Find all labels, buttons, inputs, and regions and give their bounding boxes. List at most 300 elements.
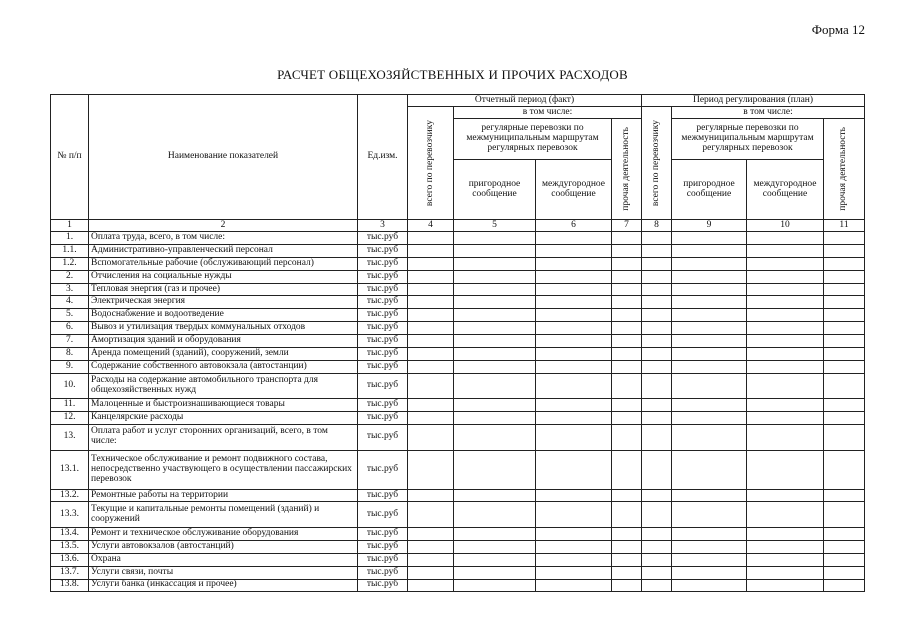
value-cell: [454, 540, 536, 553]
value-cell: [824, 425, 865, 451]
value-cell: [824, 399, 865, 412]
header-fact-regular: регулярные перевозки по межмуниципальным маршрутам регулярных перевозок: [454, 119, 612, 160]
header-unit: Ед.изм.: [358, 95, 408, 220]
value-cell: [408, 296, 454, 309]
table-row: [51, 450, 865, 489]
value-cell: [824, 450, 865, 489]
header-plan-total-text: всего по перевозчику: [650, 119, 661, 207]
value-cell: [642, 335, 672, 348]
value-cell: [536, 502, 612, 528]
value-cell: [408, 412, 454, 425]
value-cell: [672, 502, 747, 528]
value-cell: [536, 296, 612, 309]
header-fact-other-text: прочая деятельность: [620, 127, 631, 211]
table-header: [51, 95, 865, 232]
row-number: 13.3.: [51, 502, 89, 528]
value-cell: [824, 348, 865, 361]
value-cell: [454, 489, 536, 502]
table-row: [51, 322, 865, 335]
value-cell: [747, 244, 824, 257]
value-cell: [408, 270, 454, 283]
value-cell: [408, 527, 454, 540]
row-unit: тыс.руб: [358, 270, 408, 283]
value-cell: [672, 360, 747, 373]
row-number: 12.: [51, 412, 89, 425]
row-name: Расходы на содержание автомобильного транспорта для общехозяйственных нужд: [89, 373, 358, 399]
row-name: Амортизация зданий и оборудования: [89, 335, 358, 348]
value-cell: [536, 527, 612, 540]
value-cell: [612, 502, 642, 528]
row-unit: тыс.руб: [358, 360, 408, 373]
value-cell: [612, 270, 642, 283]
value-cell: [824, 309, 865, 322]
header-fact-suburban: пригородное сообщение: [454, 160, 536, 220]
value-cell: [672, 412, 747, 425]
value-cell: [536, 244, 612, 257]
value-cell: [747, 322, 824, 335]
value-cell: [612, 579, 642, 592]
value-cell: [454, 257, 536, 270]
value-cell: [824, 412, 865, 425]
row-number: 5.: [51, 309, 89, 322]
row-unit: тыс.руб: [358, 335, 408, 348]
expenses-table: [50, 94, 865, 592]
value-cell: [747, 257, 824, 270]
value-cell: [672, 309, 747, 322]
value-cell: [612, 412, 642, 425]
value-cell: [408, 257, 454, 270]
header-plan-including: в том числе:: [672, 107, 865, 119]
row-number: 11.: [51, 399, 89, 412]
value-cell: [824, 270, 865, 283]
value-cell: [824, 335, 865, 348]
header-plan-other: [824, 119, 865, 220]
value-cell: [408, 373, 454, 399]
value-cell: [408, 450, 454, 489]
value-cell: [672, 244, 747, 257]
value-cell: [747, 579, 824, 592]
value-cell: [454, 412, 536, 425]
value-cell: [824, 373, 865, 399]
header-num: № п/п: [51, 95, 89, 220]
row-unit: тыс.руб: [358, 566, 408, 579]
value-cell: [408, 360, 454, 373]
value-cell: [408, 244, 454, 257]
value-cell: [454, 527, 536, 540]
row-name: Отчисления на социальные нужды: [89, 270, 358, 283]
value-cell: [408, 283, 454, 296]
value-cell: [642, 553, 672, 566]
header-fact-intercity: междугородное сообщение: [536, 160, 612, 220]
value-cell: [642, 270, 672, 283]
row-name: Ремонтные работы на территории: [89, 489, 358, 502]
value-cell: [672, 450, 747, 489]
value-cell: [612, 489, 642, 502]
value-cell: [672, 232, 747, 245]
header-period-plan: Период регулирования (план): [642, 95, 865, 107]
value-cell: [747, 283, 824, 296]
row-number: 13.4.: [51, 527, 89, 540]
table-row: [51, 348, 865, 361]
value-cell: [824, 553, 865, 566]
row-name: Услуги связи, почты: [89, 566, 358, 579]
row-name: Водоснабжение и водоотведение: [89, 309, 358, 322]
row-number: 13.8.: [51, 579, 89, 592]
row-unit: тыс.руб: [358, 579, 408, 592]
table-row: [51, 335, 865, 348]
value-cell: [536, 283, 612, 296]
value-cell: [454, 309, 536, 322]
value-cell: [642, 296, 672, 309]
value-cell: [747, 425, 824, 451]
table-row: [51, 489, 865, 502]
row-number: 13.1.: [51, 450, 89, 489]
value-cell: [824, 489, 865, 502]
value-cell: [536, 322, 612, 335]
row-number: 7.: [51, 335, 89, 348]
value-cell: [454, 450, 536, 489]
column-number: 4: [408, 220, 454, 232]
table-row: [51, 540, 865, 553]
value-cell: [824, 232, 865, 245]
column-number: 8: [642, 220, 672, 232]
row-name: Содержание собственного автовокзала (автостанции): [89, 360, 358, 373]
row-unit: тыс.руб: [358, 348, 408, 361]
row-name: Охрана: [89, 553, 358, 566]
value-cell: [454, 322, 536, 335]
value-cell: [642, 527, 672, 540]
value-cell: [824, 283, 865, 296]
value-cell: [536, 348, 612, 361]
value-cell: [454, 348, 536, 361]
value-cell: [747, 309, 824, 322]
value-cell: [747, 399, 824, 412]
value-cell: [612, 553, 642, 566]
value-cell: [672, 270, 747, 283]
header-plan-total: [642, 107, 672, 220]
table-row: [51, 296, 865, 309]
table-row: [51, 425, 865, 451]
row-unit: тыс.руб: [358, 232, 408, 245]
value-cell: [642, 309, 672, 322]
value-cell: [536, 540, 612, 553]
value-cell: [612, 399, 642, 412]
value-cell: [747, 540, 824, 553]
value-cell: [454, 296, 536, 309]
value-cell: [612, 360, 642, 373]
header-period-fact: Отчетный период (факт): [408, 95, 642, 107]
value-cell: [536, 309, 612, 322]
table-row: [51, 553, 865, 566]
value-cell: [408, 425, 454, 451]
value-cell: [672, 425, 747, 451]
value-cell: [612, 373, 642, 399]
value-cell: [824, 244, 865, 257]
row-number: 9.: [51, 360, 89, 373]
value-cell: [642, 232, 672, 245]
value-cell: [824, 360, 865, 373]
value-cell: [642, 283, 672, 296]
value-cell: [408, 232, 454, 245]
table-row: [51, 399, 865, 412]
header-fact-total-text: всего по перевозчику: [424, 119, 435, 207]
value-cell: [672, 399, 747, 412]
row-name: Канцелярские расходы: [89, 412, 358, 425]
value-cell: [824, 540, 865, 553]
row-unit: тыс.руб: [358, 257, 408, 270]
column-number: 1: [51, 220, 89, 232]
value-cell: [454, 244, 536, 257]
value-cell: [672, 283, 747, 296]
value-cell: [612, 257, 642, 270]
value-cell: [408, 553, 454, 566]
value-cell: [612, 322, 642, 335]
row-name: Оплата труда, всего, в том числе:: [89, 232, 358, 245]
value-cell: [747, 270, 824, 283]
value-cell: [824, 566, 865, 579]
value-cell: [612, 232, 642, 245]
value-cell: [536, 360, 612, 373]
row-number: 13.2.: [51, 489, 89, 502]
row-number: 13.6.: [51, 553, 89, 566]
row-name: Вспомогательные рабочие (обслуживающий персонал): [89, 257, 358, 270]
row-number: 13.7.: [51, 566, 89, 579]
value-cell: [408, 322, 454, 335]
value-cell: [454, 283, 536, 296]
row-unit: тыс.руб: [358, 309, 408, 322]
row-number: 13.: [51, 425, 89, 451]
row-unit: тыс.руб: [358, 425, 408, 451]
table-row: [51, 283, 865, 296]
value-cell: [672, 322, 747, 335]
row-number: 13.5.: [51, 540, 89, 553]
value-cell: [824, 257, 865, 270]
row-unit: тыс.руб: [358, 244, 408, 257]
table-row: [51, 270, 865, 283]
table-row: [51, 502, 865, 528]
value-cell: [454, 553, 536, 566]
row-number: 2.: [51, 270, 89, 283]
value-cell: [454, 232, 536, 245]
column-number: 10: [747, 220, 824, 232]
header-plan-other-text: прочая деятельность: [838, 127, 849, 211]
row-name: Малоценные и быстроизнашивающиеся товары: [89, 399, 358, 412]
value-cell: [747, 489, 824, 502]
table-row: [51, 373, 865, 399]
value-cell: [612, 296, 642, 309]
form-number-label: Форма 12: [811, 22, 865, 37]
value-cell: [454, 335, 536, 348]
row-name: Тепловая энергия (газ и прочее): [89, 283, 358, 296]
value-cell: [747, 412, 824, 425]
column-number: 5: [454, 220, 536, 232]
row-name: Услуги банка (инкассация и прочее): [89, 579, 358, 592]
row-number: 6.: [51, 322, 89, 335]
value-cell: [536, 335, 612, 348]
row-number: 10.: [51, 373, 89, 399]
row-unit: тыс.руб: [358, 399, 408, 412]
row-name: Административно-управленческий персонал: [89, 244, 358, 257]
value-cell: [612, 309, 642, 322]
value-cell: [408, 309, 454, 322]
value-cell: [747, 553, 824, 566]
value-cell: [747, 373, 824, 399]
value-cell: [642, 244, 672, 257]
table-row: [51, 360, 865, 373]
table-row: [51, 527, 865, 540]
value-cell: [642, 257, 672, 270]
header-fact-other: [612, 119, 642, 220]
value-cell: [408, 540, 454, 553]
row-number: 8.: [51, 348, 89, 361]
value-cell: [408, 489, 454, 502]
table-row: [51, 412, 865, 425]
value-cell: [454, 399, 536, 412]
value-cell: [672, 553, 747, 566]
value-cell: [642, 425, 672, 451]
value-cell: [536, 399, 612, 412]
row-name: Ремонт и техническое обслуживание оборудования: [89, 527, 358, 540]
row-name: Услуги автовокзалов (автостанций): [89, 540, 358, 553]
value-cell: [612, 540, 642, 553]
value-cell: [454, 270, 536, 283]
value-cell: [824, 502, 865, 528]
value-cell: [536, 270, 612, 283]
value-cell: [408, 335, 454, 348]
value-cell: [824, 527, 865, 540]
column-number: 7: [612, 220, 642, 232]
value-cell: [454, 425, 536, 451]
value-cell: [454, 579, 536, 592]
value-cell: [612, 335, 642, 348]
row-name: Аренда помещений (зданий), сооружений, земли: [89, 348, 358, 361]
row-unit: тыс.руб: [358, 296, 408, 309]
row-name: Вывоз и утилизация твердых коммунальных отходов: [89, 322, 358, 335]
header-plan-suburban: пригородное сообщение: [672, 160, 747, 220]
value-cell: [612, 348, 642, 361]
value-cell: [408, 348, 454, 361]
row-unit: тыс.руб: [358, 502, 408, 528]
value-cell: [408, 566, 454, 579]
value-cell: [536, 566, 612, 579]
value-cell: [747, 360, 824, 373]
row-number: 1.1.: [51, 244, 89, 257]
value-cell: [642, 566, 672, 579]
value-cell: [642, 348, 672, 361]
value-cell: [642, 502, 672, 528]
value-cell: [747, 296, 824, 309]
value-cell: [536, 450, 612, 489]
value-cell: [672, 540, 747, 553]
value-cell: [672, 579, 747, 592]
row-number: 3.: [51, 283, 89, 296]
table-body: [51, 232, 865, 592]
value-cell: [672, 296, 747, 309]
value-cell: [672, 566, 747, 579]
row-unit: тыс.руб: [358, 412, 408, 425]
value-cell: [454, 502, 536, 528]
value-cell: [612, 566, 642, 579]
table-row: [51, 579, 865, 592]
value-cell: [536, 579, 612, 592]
column-numbers-row: [51, 220, 865, 232]
row-unit: тыс.руб: [358, 553, 408, 566]
row-unit: тыс.руб: [358, 322, 408, 335]
value-cell: [672, 489, 747, 502]
table-row: [51, 244, 865, 257]
value-cell: [536, 489, 612, 502]
row-unit: тыс.руб: [358, 373, 408, 399]
value-cell: [672, 527, 747, 540]
value-cell: [747, 527, 824, 540]
row-name: Текущие и капитальные ремонты помещений (зданий) и сооружений: [89, 502, 358, 528]
row-unit: тыс.руб: [358, 450, 408, 489]
value-cell: [747, 335, 824, 348]
table-row: [51, 566, 865, 579]
column-number: 11: [824, 220, 865, 232]
row-unit: тыс.руб: [358, 540, 408, 553]
column-number: 6: [536, 220, 612, 232]
value-cell: [536, 373, 612, 399]
value-cell: [642, 450, 672, 489]
row-unit: тыс.руб: [358, 527, 408, 540]
value-cell: [536, 553, 612, 566]
row-unit: тыс.руб: [358, 283, 408, 296]
value-cell: [408, 502, 454, 528]
value-cell: [672, 257, 747, 270]
value-cell: [612, 283, 642, 296]
header-fact-total: [408, 107, 454, 220]
value-cell: [642, 373, 672, 399]
value-cell: [612, 244, 642, 257]
value-cell: [642, 579, 672, 592]
header-plan-intercity: междугородное сообщение: [747, 160, 824, 220]
value-cell: [536, 412, 612, 425]
table-row: [51, 257, 865, 270]
row-name: Электрическая энергия: [89, 296, 358, 309]
value-cell: [612, 527, 642, 540]
header-name: Наименование показателей: [89, 95, 358, 220]
value-cell: [824, 579, 865, 592]
value-cell: [747, 348, 824, 361]
row-number: 1.2.: [51, 257, 89, 270]
table-row: [51, 232, 865, 245]
value-cell: [642, 540, 672, 553]
value-cell: [642, 489, 672, 502]
value-cell: [672, 335, 747, 348]
value-cell: [672, 373, 747, 399]
row-number: 4.: [51, 296, 89, 309]
table-row: [51, 309, 865, 322]
row-name: Техническое обслуживание и ремонт подвижного состава, непосредственно участвующего в осуществлении пассажирских перевозок: [89, 450, 358, 489]
value-cell: [612, 450, 642, 489]
header-plan-regular: регулярные перевозки по межмуниципальным маршрутам регулярных перевозок: [672, 119, 824, 160]
value-cell: [747, 450, 824, 489]
value-cell: [408, 579, 454, 592]
row-number: 1.: [51, 232, 89, 245]
value-cell: [642, 360, 672, 373]
value-cell: [672, 348, 747, 361]
value-cell: [642, 322, 672, 335]
value-cell: [747, 232, 824, 245]
column-number: 2: [89, 220, 358, 232]
document-title: РАСЧЕТ ОБЩЕХОЗЯЙСТВЕННЫХ И ПРОЧИХ РАСХОДОВ: [277, 67, 628, 82]
value-cell: [824, 322, 865, 335]
value-cell: [408, 399, 454, 412]
column-number: 3: [358, 220, 408, 232]
value-cell: [747, 566, 824, 579]
column-number: 9: [672, 220, 747, 232]
